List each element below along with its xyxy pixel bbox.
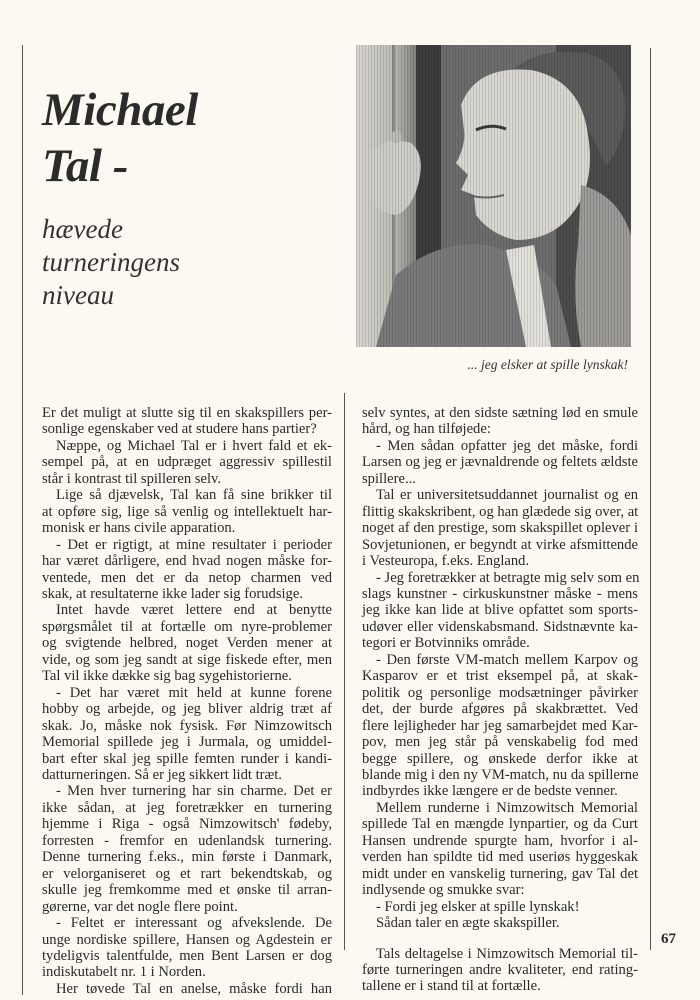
text-line: spillere... xyxy=(362,470,416,487)
text-line: i Vesteuropa, f.eks. England. xyxy=(362,553,530,570)
text-line: - Den første VM-match mellem Karpov og xyxy=(376,651,638,668)
text-line: tydeligvis talentfulde, men Bent Larsen er dog xyxy=(42,947,332,964)
text-line: blande mig i den ny VM-match, nu da spillerne xyxy=(362,766,639,783)
text-line: Tal er universitetsuddannet journalist og en xyxy=(376,487,638,504)
photo-caption: ... jeg elsker at spille lynskak! xyxy=(467,357,628,372)
text-line: noget af den prestige, som skakspillet oplever i xyxy=(362,520,638,537)
text-line: flittig skakskribent, og han glædede sig over, at xyxy=(362,503,639,520)
article-column-left xyxy=(42,405,332,997)
article-title xyxy=(42,82,198,194)
article-column-right xyxy=(362,405,638,995)
text-line: skak, at resultaterne ikke lader sig forudsige. xyxy=(42,585,303,602)
text-line: og svigtende helbred, noget Verden mener at xyxy=(42,635,332,652)
text-line: bart efter skal jeg spille femten runder i kandi- xyxy=(42,750,332,767)
text-line: Tals deltagelse i Nimzowitsch Memorial til- xyxy=(376,945,638,962)
text-line: selv syntes, at den sidste sætning lød en smule xyxy=(362,405,638,421)
text-line: udøver eller videnskabsmand. Sidstnævnte ka- xyxy=(362,618,638,635)
page-number: 67 xyxy=(661,931,676,947)
text-line: begge spillere, og ønskede derfor ikke at xyxy=(362,750,638,767)
text-line: Sovjetunionen, er begyndt at virke afsmittende xyxy=(362,536,638,553)
text-line: at opføre sig, lige så venlig og intellektuelt har- xyxy=(42,503,332,520)
text-line: Er det muligt at slutte sig til en skakspillers per- xyxy=(42,405,332,421)
text-line: Lige så djævelsk, Tal kan få sine brikker til xyxy=(56,487,332,504)
text-line: gørerne, var det nogle flere point. xyxy=(42,898,238,915)
text-line: - Det er rigtigt, at mine resultater i perioder xyxy=(56,536,332,553)
text-line: det, der burde afgøres på skakbrættet. Ved xyxy=(362,701,638,718)
text-line: er velorganiseret og et rart bekendtskab, og xyxy=(42,865,332,882)
text-line: Tal vil ikke dække sig bag sygehistorierne. xyxy=(42,668,292,685)
text-line: skak. Jo, måske nok fysisk. Før Nimzowitsch xyxy=(42,717,332,734)
text-line: - Jeg foretrækker at betragte mig selv som en xyxy=(376,569,640,586)
text-line: Larsen og jeg er jævnaldrende og feltets ældste xyxy=(362,454,638,471)
text-line: flere lejligheder har jeg samarbejdet med Kar- xyxy=(362,717,638,734)
text-line: - Men hver turnering har sin charme. Det er xyxy=(56,783,332,800)
text-line: indlysende og smukke svar: xyxy=(362,882,525,899)
text-line: politik og personlige modsætninger påvirker xyxy=(362,684,638,701)
paragraph-gap xyxy=(362,932,638,946)
text-line: verden han spildte tid med useriøs hyggeskak xyxy=(362,849,638,866)
text-line: har været dårligere, end hvad nogen måske for- xyxy=(42,553,332,570)
text-line: - Det har været mit held at kunne forene xyxy=(56,684,332,701)
text-line: Kasparov er et trist eksempel på, at skak- xyxy=(362,668,638,685)
subtitle-line: hævede xyxy=(42,214,123,244)
text-line: tallene er i stand til at fortælle. xyxy=(362,978,541,995)
text-line: hobby og arbejde, og jeg bliver aldrig træt af xyxy=(42,701,332,718)
subtitle-line: turneringens xyxy=(42,247,180,277)
text-line: - Feltet er interessant og afvekslende. De xyxy=(56,915,332,932)
text-line: forresten - fremfor en udenlandsk turnering. xyxy=(42,832,332,849)
text-line: Memorial spillede jeg i Jurmala, og umiddel- xyxy=(42,734,332,751)
portrait-photo-illustration xyxy=(356,45,631,347)
text-line: skulle jeg fremkomme med et ønske til arran- xyxy=(42,882,332,899)
text-line: midt under en vanskelig turnering, gav Tal det xyxy=(362,865,638,882)
text-line: ikke sådan, at jeg foretrækker en turnering xyxy=(42,799,332,816)
text-line: førte turneringen andre kvaliteter, end rating- xyxy=(362,961,638,978)
text-line: monisk er hans civile apparation. xyxy=(42,520,236,537)
text-line: spillede Tal en mængde lynpartier, og da Curt xyxy=(362,816,638,833)
text-line: hård, og han tilføjede: xyxy=(362,421,491,438)
text-line: Intet havde været lettere end at benytte xyxy=(56,602,332,619)
column-divider-rule xyxy=(344,393,345,950)
text-line: pov, men jeg står på venskabelig fod med xyxy=(362,734,638,751)
text-line: unge nordiske spillere, Hansen og Agdestein er xyxy=(42,931,332,948)
text-line: sempel på, at en udpræget aggressiv spillestil xyxy=(42,454,332,471)
text-line: - Men sådan opfatter jeg det måske, fordi xyxy=(376,437,638,454)
text-line: slags kunstner - cirkuskunstner måske - mens xyxy=(362,585,638,602)
text-line: tegori er Botvinniks område. xyxy=(362,635,530,652)
text-line: Næppe, og Michael Tal er i hvert fald et ek- xyxy=(56,437,332,454)
article-subtitle xyxy=(42,213,180,312)
text-line: står i kontrast til spilleren selv. xyxy=(42,470,222,487)
text-line: hjemme i Riga - også Nimzowitsch' fødeby, xyxy=(42,816,332,833)
subtitle-line: niveau xyxy=(42,280,114,310)
text-line: vide, og som jeg sandt at sige fiskede efter, men xyxy=(42,651,332,668)
text-line: Denne turnering f.eks., min første i Danmark, xyxy=(42,849,332,866)
text-line: indbyrdes ikke længere er de bedste venner. xyxy=(362,783,618,800)
text-line: jeg ikke kan lide at blive opfattet som sports- xyxy=(362,602,638,619)
text-line: indiskutabelt nr. 1 i Norden. xyxy=(42,964,206,981)
text-line: - Fordi jeg elsker at spille lynskak! xyxy=(376,898,580,915)
text-line: spørgsmålet til at fortælle om nyre-problemer xyxy=(42,618,332,635)
text-line: Mellem runderne i Nimzowitsch Memorial xyxy=(376,799,638,816)
left-margin-rule xyxy=(22,45,23,995)
text-line: ventede, men det er da netop charmen ved xyxy=(42,569,332,586)
text-line: Her tøvede Tal en anelse, måske fordi han xyxy=(56,980,332,997)
portrait-photo xyxy=(356,45,631,347)
text-line: datturneringen. Så er jeg sikkert lidt træt. xyxy=(42,766,282,783)
text-line: sonlige egenskaber ved at studere hans partier? xyxy=(42,421,317,438)
title-line-2: Tal - xyxy=(42,140,128,192)
title-line-1: Michael xyxy=(42,84,198,136)
text-line: Hansen undrende spurgte ham, hvorfor i al- xyxy=(362,832,638,849)
right-margin-rule xyxy=(650,48,651,950)
text-line: Sådan taler en ægte skakspiller. xyxy=(376,915,560,932)
